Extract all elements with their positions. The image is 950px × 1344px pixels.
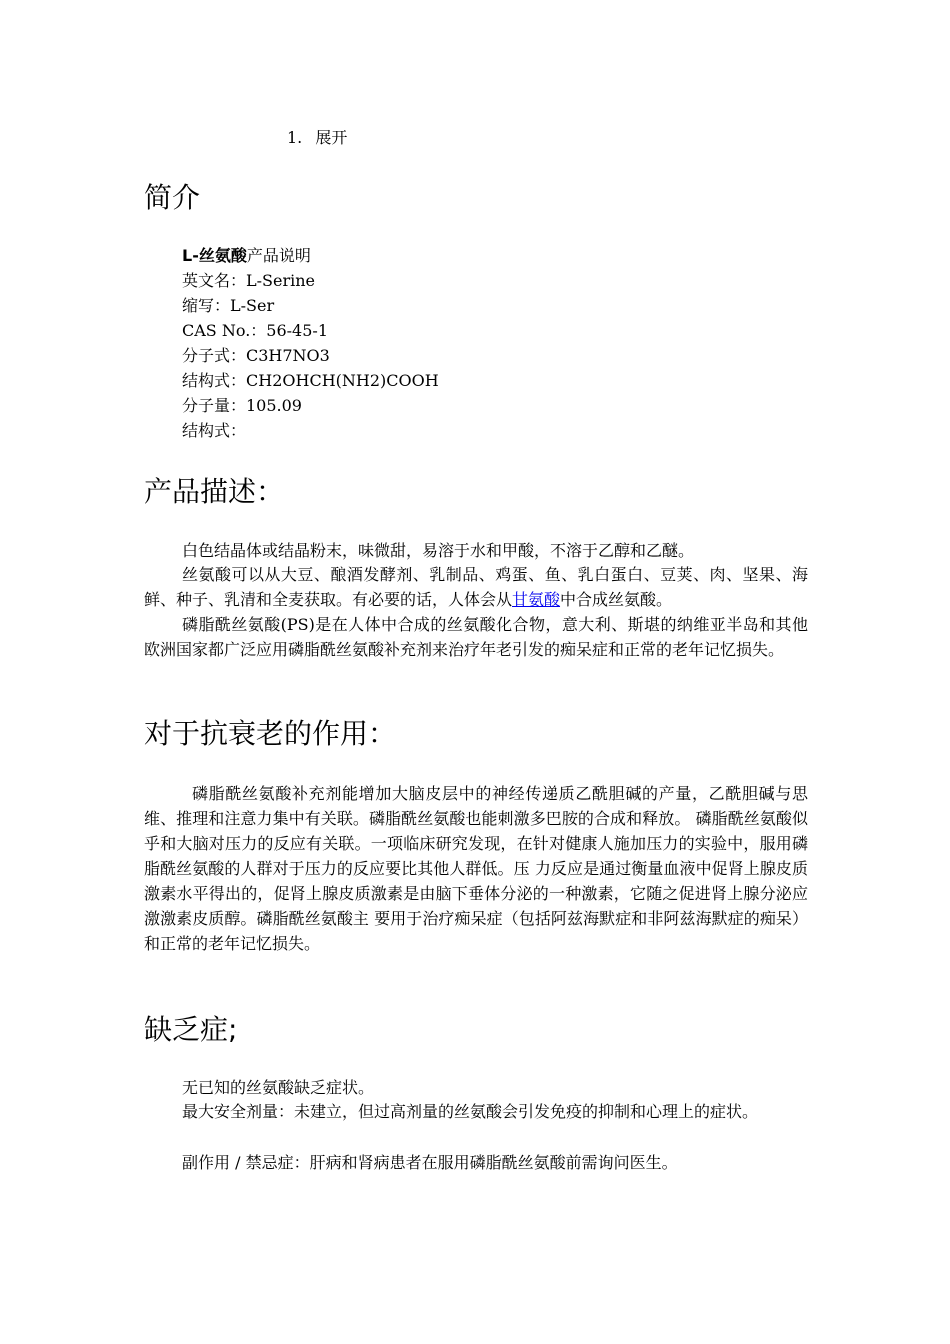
description-paragraph-3: 磷脂酰丝氨酸(PS)是在人体中合成的丝氨酸化合物，意大利、斯堪的纳维亚半岛和其他欧洲国家都广泛应用磷脂酰丝氨酸补充剂来治疗年老引发的痴呆症和正常的老年记忆损失。 [144, 615, 808, 659]
heading-intro: 简介 [144, 181, 201, 214]
description-paragraph-2 [144, 562, 808, 612]
toc-label: 展开 [315, 128, 348, 147]
info-cas-number: CAS No.：56-45-1 [182, 321, 328, 340]
description-paragraph-1: 白色结晶体或结晶粉末，味微甜，易溶于水和甲酸，不溶于乙醇和乙醚。 [182, 541, 695, 560]
toc-item[interactable] [287, 127, 347, 149]
deficiency-paragraph-1: 无已知的丝氨酸缺乏症状。 [182, 1078, 375, 1097]
product-title-line [182, 243, 439, 268]
description-p2-text-after: 中合成丝氨酸。 [560, 590, 673, 609]
info-molecular-weight: 分子量：105.09 [182, 396, 302, 415]
deficiency-paragraph-3: 副作用 / 禁忌症：肝病和肾病患者在服用磷脂酰丝氨酸前需询问医生。 [182, 1153, 678, 1172]
anti-aging-paragraph: 磷脂酰丝氨酸补充剂能增加大脑皮层中的神经传递质乙酰胆碱的产量，乙酰胆碱与思维、推理和注意力集中有关联。磷脂酰丝氨酸也能刺激多巴胺的合成和释放。 磷脂酰丝氨酸似乎和大脑对压力的反应有关联。一项临床研究发现，在针对健康人施加压力的实验中，服用磷脂酰丝氨酸的人群对于压力的反应要比其他人群低。压 力反应是通过衡量血液中促肾上腺皮质激素水平得出的，促肾上腺皮质激素是由脑下垂体分泌的一种激素，它随之促进肾上腺分泌应激激素皮质醇。磷脂酰丝氨酸主 要用于治疗痴呆症（包括阿兹海默症和非阿兹海默症的痴呆）和正常的老年记忆损失。 [144, 784, 808, 953]
info-structural-formula: 结构式：CH2OHCH(NH2)COOH [182, 371, 439, 390]
product-name: L-丝氨酸 [182, 246, 247, 265]
info-abbreviation: 缩写：L-Ser [182, 296, 275, 315]
glycine-link[interactable]: 甘氨酸 [512, 590, 561, 609]
deficiency-paragraph-2: 最大安全剂量：未建立，但过高剂量的丝氨酸会引发免疫的抑制和心理上的症状。 [182, 1102, 759, 1121]
heading-product-description: 产品描述： [144, 475, 285, 508]
info-structure: 结构式： [182, 421, 247, 440]
info-english-name: 英文名：L-Serine [182, 271, 316, 290]
heading-anti-aging: 对于抗衰老的作用： [144, 717, 397, 750]
description-p2-text-before: 丝氨酸可以从大豆、酿酒发酵剂、乳制品、鸡蛋、鱼、乳白蛋白、豆荚、肉、坚果、海鲜、种子、乳清和全麦获取。有必要的话，人体会从 [144, 565, 808, 609]
product-title-suffix: 产品说明 [246, 246, 311, 265]
info-molecular-formula: 分子式：C3H7NO3 [182, 346, 330, 365]
heading-deficiency: 缺乏症; [144, 1013, 238, 1046]
toc-number: 1. [287, 128, 303, 147]
product-info-list [182, 243, 439, 443]
